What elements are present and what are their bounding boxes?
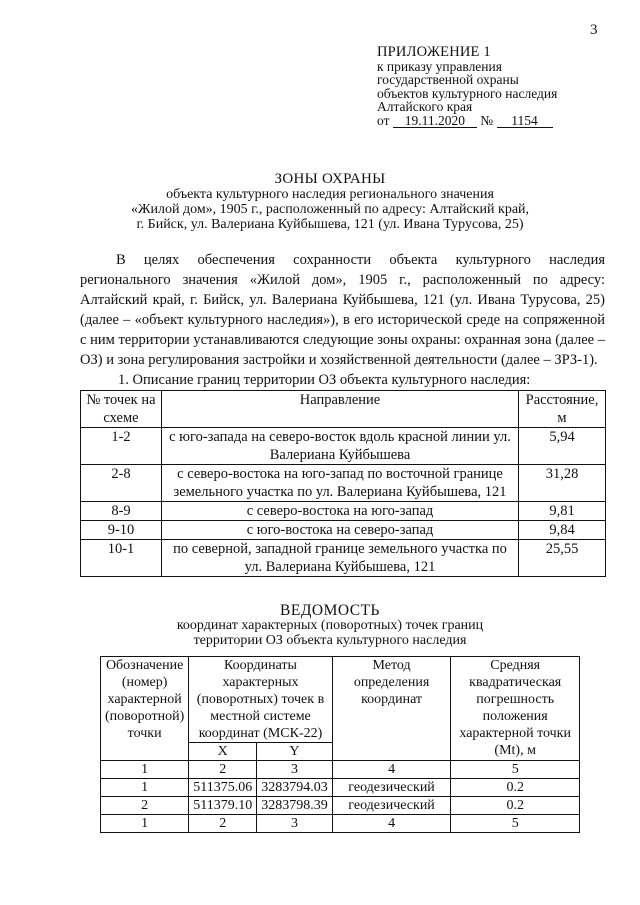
number-label: № [480,112,494,128]
table-header-row [101,657,580,743]
appendix-title: ПРИЛОЖЕНИЕ 1 [377,44,491,60]
cell-y: 3283794.03 [257,779,333,797]
header-method: Метод определения координат [332,657,451,761]
cell-error: 0.2 [451,797,580,815]
column-number: 3 [257,761,333,779]
column-number: 3 [257,815,333,833]
table-row [101,797,580,815]
column-number: 1 [101,761,189,779]
cell-error: 0.2 [451,779,580,797]
table-row [81,540,606,577]
appendix-line: объектов культурного наследия [377,85,558,101]
table-header-row [81,391,606,428]
cell-point: 2 [101,797,189,815]
zones-subtitle-line: объекта культурного наследия регионального значения [166,187,494,202]
column-number: 5 [451,815,580,833]
vedomost-subtitle-line: территории ОЗ объекта культурного наследия [193,633,467,648]
column-numbers-row [101,815,580,833]
cell-points: 1-2 [81,428,162,465]
cell-direction: с юго-запада на северо-восток вдоль красной линии ул. Валериана Куйбышева [162,428,519,465]
header-error: Средняя квадратическая погрешность положения характерной точки (Mt), м [451,657,580,761]
section-1-title: 1. Описание границ территории ОЗ объекта культурного наследия: [118,372,531,388]
header-y: Y [257,743,333,761]
appendix-line: Алтайского края [377,99,473,114]
header-direction: Направление [162,391,519,428]
header-coordinates: Координаты характерных (поворотных) точек в местной системе координат (МСК-22) [189,657,332,743]
appendix-line: к приказу управления [377,58,502,74]
coordinates-table [100,656,580,833]
cell-direction: с северо-востока на юго-запад [162,502,519,521]
header-x: X [189,743,257,761]
header-designation: Обозначение (номер) характерной (поворотной) точки [101,657,189,761]
table-row [81,428,606,465]
cell-method: геодезический [332,797,451,815]
zones-title: ЗОНЫ ОХРАНЫ [274,171,386,187]
cell-distance: 31,28 [519,465,606,502]
page-number: 3 [590,22,598,38]
column-number: 5 [451,761,580,779]
from-label: от [377,112,390,128]
cell-points: 9-10 [81,521,162,540]
cell-direction: по северной, западной границе земельного участка по ул. Валериана Куйбышева, 121 [162,540,519,577]
column-numbers-row [101,761,580,779]
appendix-line: государственной охраны [377,72,519,87]
table-row [101,779,580,797]
header-distance: Расстояние, м [519,391,606,428]
cell-distance: 9,81 [519,502,606,521]
cell-points: 2-8 [81,465,162,502]
cell-distance: 5,94 [519,428,606,465]
cell-direction: с северо-востока на юго-запад по восточной границе земельного участка по ул. Валериана Куйбышева, 121 [162,465,519,502]
zones-subtitle-line: «Жилой дом», 1905 г., расположенный по адресу: Алтайский край, [130,202,530,217]
cell-distance: 25,55 [519,540,606,577]
intro-paragraph: В целях обеспечения сохранности объекта культурного наследия регионального значения «Жилой дом», 1905 г., расположенный по адресу: Алтайский край, г. Бийск, ул. Валериана Куйбышева, 121 (ул. Ивана Турусова, 25) (далее – «объект культурного наследия»), в его исторической среде на сопряженной с ним территории устанавливаются следующие зоны охраны: охранная зона (далее – ОЗ) и зона регулирования застройки и хозяйственной деятельности (далее – ЗРЗ-1). [80,252,605,368]
vedomost-subtitle-line: координат характерных (поворотных) точек границ [176,618,484,633]
cell-x: 511375.06 [189,779,257,797]
table-row [81,521,606,540]
cell-direction: с юго-востока на северо-запад [162,521,519,540]
order-date: 19.11.2020 [393,114,477,129]
cell-points: 8-9 [81,502,162,521]
column-number: 2 [189,815,257,833]
order-number: 1154 [497,114,553,129]
column-number: 4 [332,761,451,779]
table-row [81,465,606,502]
cell-distance: 9,84 [519,521,606,540]
vedomost-title: ВЕДОМОСТЬ [280,602,380,619]
cell-point: 1 [101,779,189,797]
appendix-block [377,46,627,128]
column-number: 2 [189,761,257,779]
table-row [81,502,606,521]
appendix-date-line [377,114,627,129]
vedomost-heading [60,603,600,648]
column-number: 4 [332,815,451,833]
zones-heading [60,172,600,232]
boundary-table [80,390,606,577]
cell-points: 10-1 [81,540,162,577]
column-number: 1 [101,815,189,833]
zones-subtitle-line: г. Бийск, ул. Валериана Куйбышева, 121 (ул. Ивана Турусова, 25) [136,217,524,232]
cell-method: геодезический [332,779,451,797]
cell-x: 511379.10 [189,797,257,815]
header-points: № точек на схеме [81,391,162,428]
cell-y: 3283798.39 [257,797,333,815]
